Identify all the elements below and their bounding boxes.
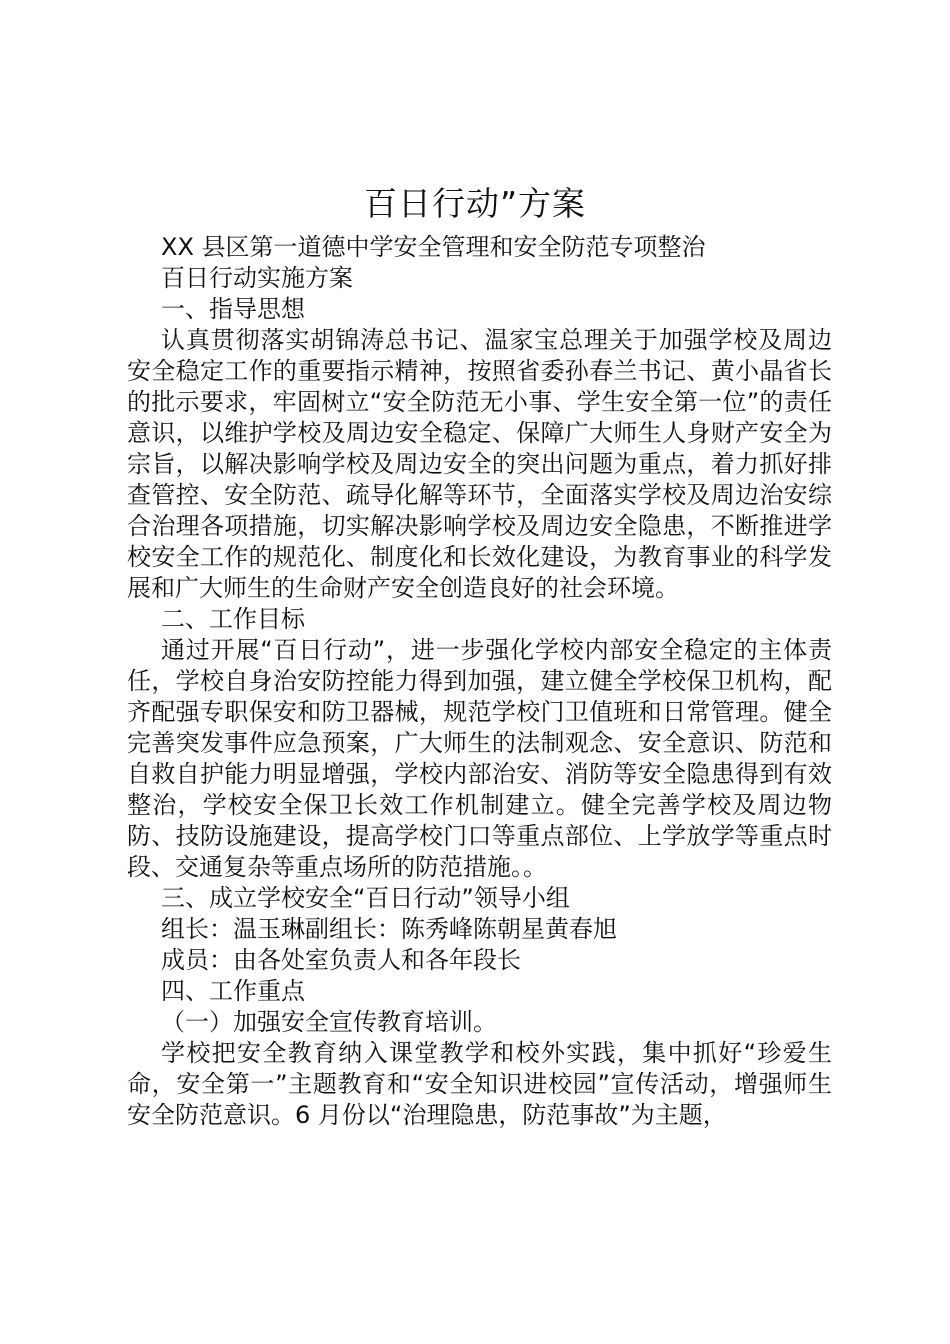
document-title: 百日行动”方案	[363, 184, 587, 223]
plan-name-line: 百日行动实施方案	[161, 264, 353, 292]
paragraph-safety-education: 学校把安全教育纳入课堂教学和校外实践，集中抓好“珍爱生命，安全第一”主题教育和“安全知识进校园”宣传活动，增强师生安全防范意识。6 月份以“治理隐患，防范事故”为主题，	[127, 1039, 832, 1129]
section-heading-guiding-ideology: 一、指导思想	[161, 295, 305, 323]
document-body	[127, 232, 832, 1131]
school-name-line: XX 县区第一道德中学安全管理和安全防范专项整治	[161, 233, 706, 261]
paragraph-work-goals: 通过开展“百日行动”，进一步强化学校内部安全稳定的主体责任，学校自身治安防控能力得到加强，建立健全学校保卫机构，配齐配强专职保安和防卫器械，规范学校门卫值班和日常管理。健全完善突发事件应急预案，广大师生的法制观念、安全意识、防范和自救自护能力明显增强，学校内部治安、消防等安全隐患得到有效整治，学校安全保卫长效工作机制建立。健全完善学校及周边物防、技防设施建设，提高学校门口等重点部位、上学放学等重点时段、交通复杂等重点场所的防范措施。。	[127, 636, 832, 881]
paragraph-guiding-ideology: 认真贯彻落实胡锦涛总书记、温家宝总理关于加强学校及周边安全稳定工作的重要指示精神，按照省委孙春兰书记、黄小晶省长的批示要求，牢固树立“安全防范无小事、学生安全第一位”的责任意识，以维护学校及周边安全稳定、保障广大师生人身财产安全为宗旨，以解决影响学校及周边安全的突出问题为重点，着力抓好排查管控、安全防范、疏导化解等环节，全面落实学校及周边治安综合治理各项措施，切实解决影响学校及周边安全隐患，不断推进学校安全工作的规范化、制度化和长效化建设，为教育事业的科学发展和广大师生的生命财产安全创造良好的社会环境。	[127, 326, 832, 602]
leadership-leaders-line: 组长：温玉琳副组长：陈秀峰陈朝星黄春旭	[161, 915, 617, 943]
section-heading-leadership-group: 三、成立学校安全“百日行动”领导小组	[161, 884, 570, 912]
subsection-heading-safety-education: （一）加强安全宣传教育培训。	[161, 1008, 497, 1036]
section-heading-work-goals: 二、工作目标	[161, 605, 305, 633]
leadership-members-line: 成员：由各处室负责人和各年段长	[161, 946, 521, 974]
section-heading-work-focus: 四、工作重点	[161, 977, 305, 1005]
